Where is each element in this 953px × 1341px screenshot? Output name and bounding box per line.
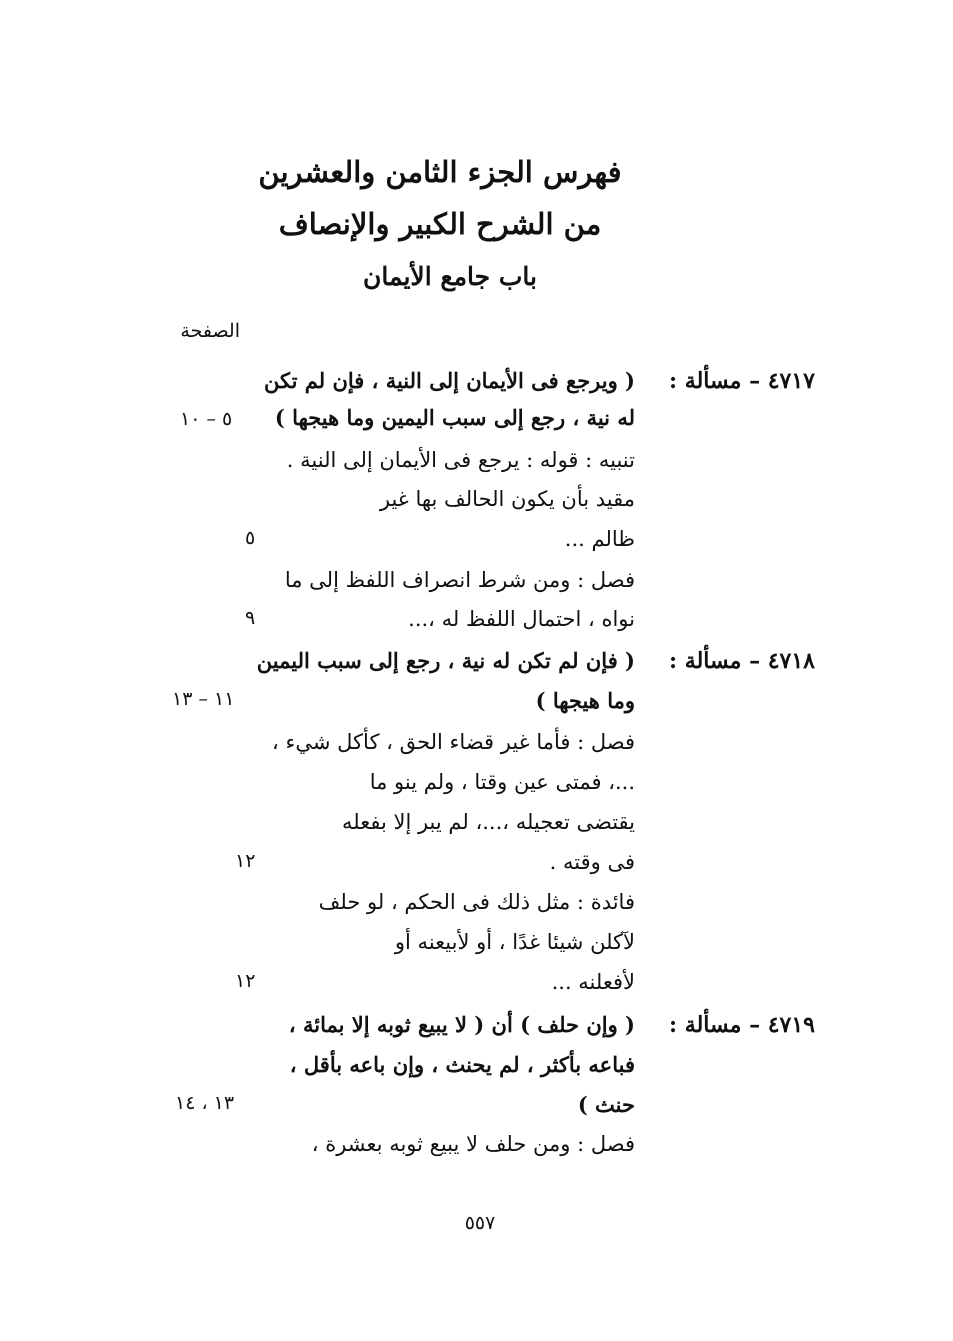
entry-text-line: فائدة : مثل ذلك فى الحكم ، لو حلف (318, 890, 635, 914)
entry-text-line: لأفعلنه ... (551, 970, 635, 994)
entry-text-line: ( فإن لم تكن له نية ، رجع إلى سبب اليمين (256, 648, 635, 673)
page-reference: ١٣ ، ١٤ (175, 1092, 235, 1114)
page-reference: ٩ (245, 607, 256, 629)
entry-number: ٤٧١٩ – مسألة : (669, 1012, 815, 1038)
page-number: ٥٥٧ (464, 1212, 496, 1234)
entry-number: ٤٧١٧ – مسألة : (669, 368, 815, 394)
entry-text-line: فصل : ومن حلف لا يبيع ثوبه بعشرة ، (311, 1132, 635, 1156)
entry-text-line: وما هيجها ) (535, 688, 635, 713)
index-title: فهرس الجزء الثامن والعشرين (258, 155, 622, 189)
entry-text-line: ( ويرجع فى الأيمان إلى النية ، فإن لم تكن (264, 368, 635, 393)
entry-text-line: فى وقته . (549, 850, 635, 874)
entry-text-line: ظالم ... (564, 527, 635, 551)
entry-text-line: له نية ، رجع إلى سبب اليمين وما هيجها ) (274, 405, 635, 430)
page-reference: ١٢ (235, 850, 256, 872)
entry-text-line: ( وإن حلف ) أن ( لا يبيع ثوبه إلا بمائة ، (288, 1012, 635, 1037)
page-reference: ١١ – ١٣ (172, 688, 235, 710)
entry-text-line: لآكلن شيئا غدًا ، أو لأبيعنه أو (394, 930, 635, 954)
entry-text-line: فصل : ومن شرط انصراف اللفظ إلى ما (284, 568, 635, 592)
entry-text-line: فباعه بأكثر ، لم يحنث ، وإن باعه بأقل ، (289, 1052, 635, 1077)
entry-number: ٤٧١٨ – مسألة : (669, 648, 815, 674)
entry-text-line: مقيد بأن يكون الحالف بها غير (379, 487, 635, 511)
page-reference: ٥ – ١٠ (180, 408, 233, 430)
index-subtitle: من الشرح الكبير والإنصاف (278, 207, 602, 241)
chapter-heading: باب جامع الأيمان (363, 262, 537, 291)
entry-text-line: نواه ، احتمال اللفظ له ،... (408, 607, 635, 631)
entry-text-line: فصل : فأما غير قضاء الحق ، كأكل شيء ، (272, 730, 635, 754)
entry-text-line: يقتضى تعجيله ،...، لم يبر إلا بفعله (342, 810, 635, 834)
entry-text-line: تنبيه : قوله : يرجع فى الأيمان إلى النية . (286, 448, 635, 472)
entry-text-line: حنث ) (577, 1092, 635, 1117)
page-reference: ١٢ (235, 970, 256, 992)
page-column-label: الصفحة (180, 320, 240, 342)
entry-text-line: ...، فمتى عين وقتا ، ولم ينو ما (369, 770, 635, 794)
page-reference: ٥ (245, 527, 256, 549)
